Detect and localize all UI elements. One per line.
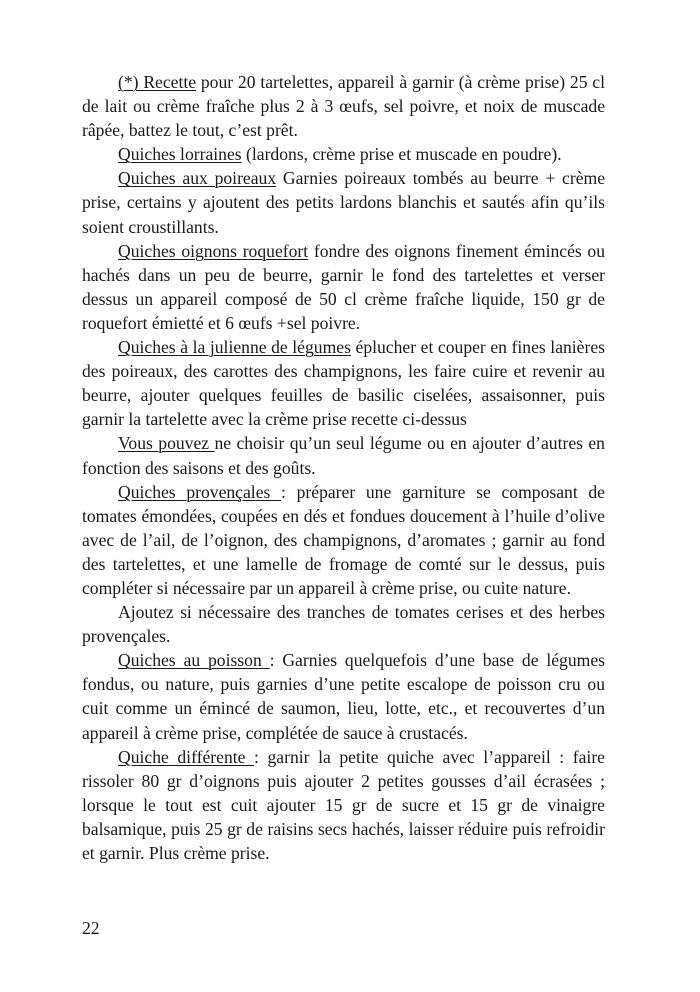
text-quiches-oignons-roquefort: fondre des oignons finement émincés ou hachés dans un peu de beurre, garnir le fond des tartelettes et verser dessus un appareil composé de 50 cl crème fraîche liquide, 150 gr de roquefort émietté et 6 œufs +sel poivre. [82,240,606,333]
text-recette: pour 20 tartelettes, appareil à garnir (à crème prise) 25 cl de lait ou crème fraîche plus 2 à 3 œufs, sel poivre, et noix de muscade râpée, battez le tout, c’est prêt. [82,72,605,141]
heading-quiches-provencales: Quiches provençales [118,481,282,502]
paragraph-quiches-julienne [82,335,605,431]
text-quiches-aux-poireaux: Garnies poireaux tombés au beurre + crème prise, certains y ajoutent des petits lardons blanchis et sautés afin qu’ils soient croustillants. [82,168,605,237]
heading-quiches-oignons-roquefort: Quiches oignons roquefort [118,240,309,261]
text-quiches-lorraines: (lardons, crème prise et muscade en poudre). [241,144,562,165]
text-quiche-differente: : garnir la petite quiche avec l’appareil : faire rissoler 80 gr d’oignons puis ajouter 2 petites gousses d’ail écrasées ; lorsque le tout est cuit ajouter 15 gr de sucre et 15 gr de vinaigre balsamique, puis 25 gr de raisins secs hachés, laisser réduire puis refroidir et garnir. Plus crème prise. [82,746,605,863]
heading-quiches-julienne: Quiches à la julienne de légumes [118,337,351,358]
heading-quiches-au-poisson: Quiches au poisson [118,650,270,671]
text-quiches-provencales: : préparer une garniture se composant de tomates émondées, coupées en dés et fondues doucement à l’huile d’olive avec de l’ail, de l’oignon, des champignons, d’aromates ; garnir au fond des tartelettes, et une lamelle de fromage de comté sur le dessus, puis compléter si nécessaire par un appareil à crème prise, ou cuite nature. [82,481,605,598]
paragraph-quiche-differente [82,745,605,865]
page-number: 22 [82,918,100,938]
page-body [82,70,605,865]
text-vous-pouvez: ne choisir qu’un seul légume ou en ajouter d’autres en fonction des saisons et des goûts. [82,433,605,478]
paragraph-quiches-provencales [82,480,605,600]
paragraph-vous-pouvez [82,431,605,479]
heading-vous-pouvez: Vous pouvez [118,433,215,454]
paragraph-quiches-lorraines [82,142,605,166]
heading-recette: (*) Recette [118,72,197,92]
paragraph-recette [82,70,605,142]
paragraph-quiches-au-poisson [82,648,605,744]
text-ajoutez: Ajoutez si nécessaire des tranches de tomates cerises et des herbes provençales. [82,602,605,647]
heading-quiches-lorraines: Quiches lorraines [118,144,242,165]
paragraph-quiches-oignons-roquefort [82,239,605,335]
paragraph-ajoutez [82,600,605,648]
text-quiches-au-poisson: : Garnies quelquefois d’une base de légumes fondus, ou nature, puis garnies d’une petite escalope de poisson cru ou cuit comme un émincé de saumon, lieu, lotte, etc., et recouvertes d’un appareil à crème prise, complétée de sauce à crustacés. [82,650,605,743]
heading-quiches-aux-poireaux: Quiches aux poireaux [118,168,277,189]
paragraph-quiches-aux-poireaux [82,166,605,238]
heading-quiche-differente: Quiche différente [118,746,255,767]
text-quiches-julienne: éplucher et couper en fines lanières des poireaux, des carottes des champignons, les faire cuire et revenir au beurre, ajouter quelques feuilles de basilic ciselées, assaisonner, puis garnir la tartelette avec la crème prise recette ci-dessus [82,337,606,430]
